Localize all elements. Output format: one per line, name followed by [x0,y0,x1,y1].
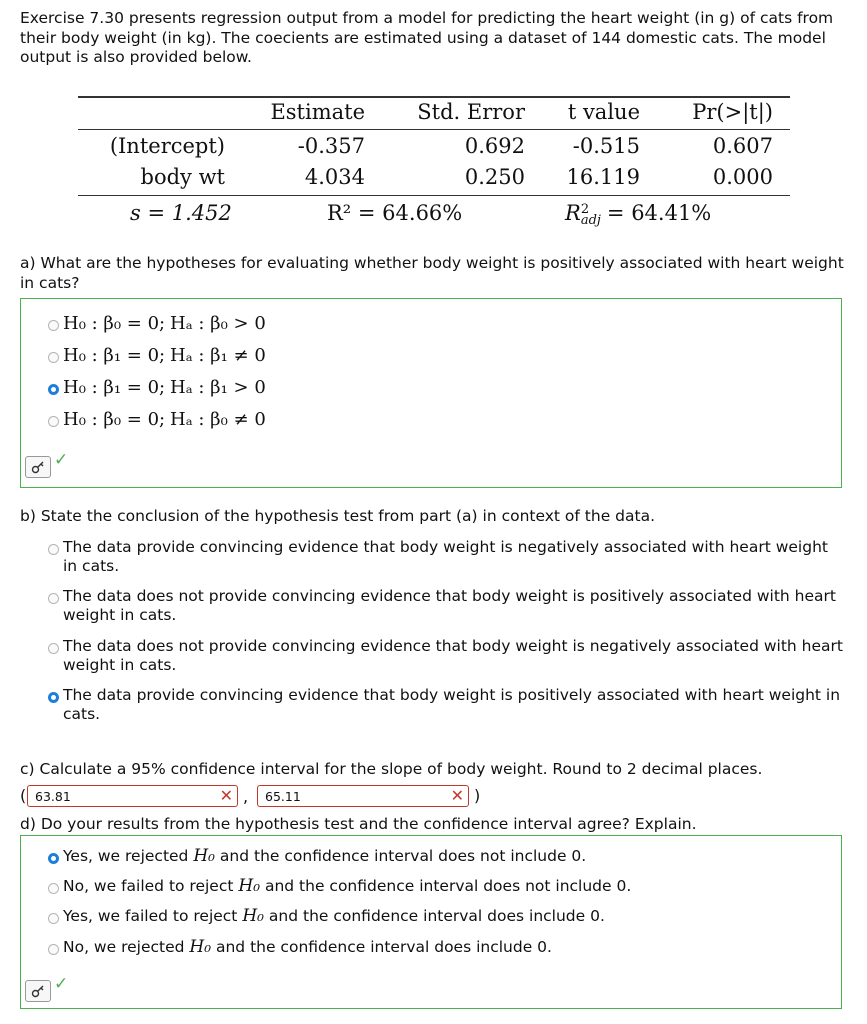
table-body-rule [78,195,790,196]
ci-upper-value: 65.11 [265,789,301,804]
x-icon: ✕ [219,786,233,805]
radio-button[interactable] [48,352,59,363]
cell-intercept-p: 0.607 [712,134,773,158]
option-d1-post: and the confidence interval does not include 0. [219,847,587,865]
option-b3-text: The data does not provide convincing evidence that body weight is negatively associated with heart weight in cats. [63,637,843,674]
option-b2[interactable] [48,587,838,625]
option-b4[interactable] [48,686,843,724]
key-icon [31,984,45,998]
option-b3[interactable] [48,637,843,675]
ci-lower-value: 63.81 [35,789,71,804]
col-header-p-value: Pr(>|t|) [692,100,773,124]
cell-bodywt-estimate: 4.034 [304,165,365,189]
ci-upper-input[interactable] [257,785,469,807]
option-d1-pre: Yes, we rejected [63,847,189,865]
x-icon: ✕ [450,786,464,805]
option-d3[interactable] [48,907,605,926]
option-d3-pre: Yes, we failed to reject [63,907,238,925]
question-c: c) Calculate a 95% confidence interval for the slope of body weight. Round to 2 decimal places. [20,760,763,778]
interval-open-paren: ( [20,786,27,805]
radio-button[interactable] [48,593,59,604]
cell-intercept-t: -0.515 [572,134,640,158]
check-icon: ✓ [54,450,69,470]
option-a2-ha: Hₐ : β₁ ≠ 0 [170,345,266,366]
footer-adj-r-squared: R 2 adj = 64.41% [565,201,712,228]
radio-button-selected[interactable] [48,384,59,395]
footer-r-squared: R² = 64.66% [327,201,463,225]
h0-symbol: H₀ [189,937,212,957]
option-b1-text: The data provide convincing evidence that body weight is negatively associated with heart weight in cats. [63,538,828,575]
col-header-t-value: t value [567,100,640,124]
option-a4[interactable] [48,410,266,429]
option-a3-ha: Hₐ : β₁ > 0 [170,377,266,398]
interval-close-paren: ) [474,786,481,805]
option-a3-h0: H₀ : β₁ = 0; [63,377,166,398]
col-header-estimate: Estimate [270,100,365,124]
option-a3[interactable] [48,378,266,397]
radio-button-selected[interactable] [48,692,59,703]
radio-button[interactable] [48,643,59,654]
option-d2-post: and the confidence interval does not include 0. [264,877,632,895]
option-d4-pre: No, we rejected [63,938,185,956]
col-header-std-error: Std. Error [417,100,525,124]
radio-button[interactable] [48,944,59,955]
radio-button[interactable] [48,416,59,427]
radio-button[interactable] [48,883,59,894]
cell-bodywt-t: 16.119 [566,165,640,189]
option-d1[interactable] [48,847,586,866]
question-b: b) State the conclusion of the hypothesis test from part (a) in context of the data. [20,507,656,525]
key-icon-button[interactable] [25,980,51,1002]
question-d: d) Do your results from the hypothesis test and the confidence interval agree? Explain. [20,815,697,833]
option-b2-text: The data does not provide convincing evidence that body weight is positively associated with heart weight in cats. [63,587,836,624]
h0-symbol: H₀ [238,876,261,896]
cell-bodywt-se: 0.250 [464,165,525,189]
option-d3-post: and the confidence interval does include 0. [268,907,605,925]
h0-symbol: H₀ [193,846,215,866]
key-icon-button[interactable] [25,456,51,478]
cell-intercept-se: 0.692 [464,134,525,158]
check-icon: ✓ [54,974,69,994]
row-label-intercept: (Intercept) [109,134,225,158]
radio-button[interactable] [48,913,59,924]
option-a4-ha: Hₐ : β₀ ≠ 0 [170,409,266,430]
footer-residual-se: s = 1.452 [130,201,232,225]
option-a2[interactable] [48,346,266,365]
exercise-intro: Exercise 7.30 presents regression output from a model for predicting the heart weight (in g) of cats from their body weight (in kg). The coecients are estimated using a dataset of 144 domestic cats. The model output is also provided below. [20,9,834,66]
option-a2-h0: H₀ : β₁ = 0; [63,345,166,366]
key-icon [31,460,45,474]
option-a1-h0: H₀ : β₀ = 0; [63,313,166,334]
radio-button-selected[interactable] [48,853,59,864]
radio-button[interactable] [48,320,59,331]
h0-symbol: H₀ [242,906,264,926]
ci-lower-input[interactable] [27,785,238,807]
option-d4[interactable] [48,938,552,957]
row-label-body-wt: body wt [140,165,225,189]
radio-button[interactable] [48,544,59,555]
table-top-rule [78,96,790,98]
option-d4-post: and the confidence interval does include 0. [215,938,552,956]
option-d2-pre: No, we failed to reject [63,877,234,895]
option-b1[interactable] [48,538,838,576]
cell-bodywt-p: 0.000 [712,165,773,189]
option-a1-ha: Hₐ : β₀ > 0 [170,313,266,334]
option-b4-text: The data provide convincing evidence that body weight is positively associated with heart weight in cats. [63,686,841,723]
table-header-rule [78,129,790,130]
option-a4-h0: H₀ : β₀ = 0; [63,409,166,430]
interval-comma: , [243,787,249,806]
question-a: a) What are the hypotheses for evaluating whether body weight is positively associated with heart weight in cats? [20,254,844,292]
option-d2[interactable] [48,877,631,896]
option-a1[interactable] [48,314,266,333]
cell-intercept-estimate: -0.357 [297,134,365,158]
